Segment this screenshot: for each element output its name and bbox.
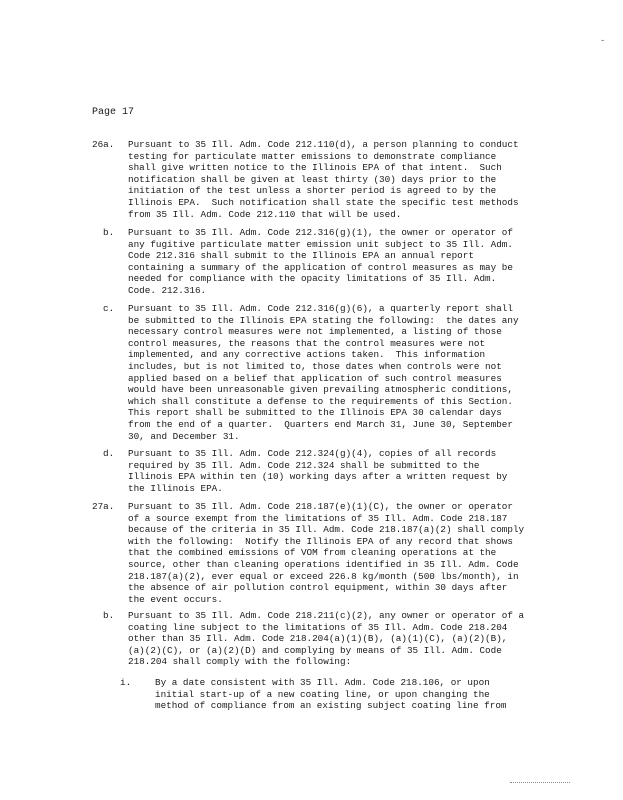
section-26a	[92, 139, 519, 220]
footer-rule	[510, 782, 570, 783]
section-label: b.	[103, 227, 115, 238]
subitem-i	[120, 677, 506, 712]
section-text: Pursuant to 35 Ill. Adm. Code 212.110(d), a person planning to conduct testing for particulate matter emissions to demonstrate compliance shall give written notice to the Illinois EPA of that intent. Such notification shall be given at least thirty (30) days prior to the initiation of the test unless a shorter period is agreed to by the Illinois EPA. Such notification shall state the specific test methods from 35 Ill. Adm. Code 212.110 that will be used.	[128, 139, 519, 220]
section-text: Pursuant to 35 Ill. Adm. Code 218.211(c)(2), any owner or operator of a coating line subject to the limitations of 35 Ill. Adm. Code 218.204 other than 35 Ill. Adm. Code 218.204(a)(1)(B), (a)(1)(C), (a)(2)(B), (a)(2)(C), or (a)(2)(D) and complying by means of 35 Ill. Adm. Code 218.204 shall comply with the following:	[128, 610, 525, 668]
section-text: Pursuant to 35 Ill. Adm. Code 218.187(e)(1)(C), the owner or operator of a source exempt from the limitations of 35 Ill. Adm. Code 218.187 because of the criteria in 35 Ill. Adm. Code 218.187(a)(2) shall comply with the following: Notify the Illinois EPA of any record that shows that the combined emissions of VOM from cleaning operations at the source, other than cleaning operations identified in 35 Ill. Adm. Code 218.187(a)(2), ever equal or exceed 226.8 kg/month (500 lbs/month), in the absence of air pollution control equipment, within 30 days after the event occurs.	[128, 501, 525, 605]
section-label: 26a.	[92, 139, 115, 150]
section-label: 27a.	[92, 501, 115, 512]
subitem-label: i.	[120, 677, 132, 688]
page-header: Page 17	[92, 107, 135, 118]
section-label: c.	[103, 303, 115, 314]
section-26c	[103, 303, 519, 442]
section-label: d.	[103, 448, 115, 459]
section-text: Pursuant to 35 Ill. Adm. Code 212.316(g)(1), the owner or operator of any fugitive particulate matter emission unit subject to 35 Ill. Adm. Code 212.316 shall submit to the Illinois EPA an annual report containing a summary of the application of control measures as may be needed for compliance with the opacity limitations of 35 Ill. Adm. Code. 212.316.	[128, 227, 513, 296]
section-27a	[92, 501, 524, 605]
section-26d	[103, 448, 507, 494]
subitem-text: By a date consistent with 35 Ill. Adm. Code 218.106, or upon initial start-up of a new coating line, or upon changing the method of compliance from an existing subject coating line from	[155, 677, 507, 712]
corner-mark: -	[600, 36, 606, 46]
section-27b	[103, 610, 524, 668]
section-text: Pursuant to 35 Ill. Adm. Code 212.324(g)(4), copies of all records required by 35 Ill. Adm. Code 212.324 shall be submitted to the Illinois EPA within ten (10) working days after a written request by the Illinois EPA.	[128, 448, 508, 494]
section-text: Pursuant to 35 Ill. Adm. Code 212.316(g)(6), a quarterly report shall be submitted to the Illinois EPA stating the following: the dates any necessary control measures were not implemented, a listing of those control measures, the reasons that the control measures were not implemented, and any corrective actions taken. This information includes, but is not limited to, those dates when controls were not applied based on a belief that application of such control measures would have been unreasonable given prevailing atmospheric conditions, which shall constitute a defense to the requirements of this Section. This report shall be submitted to the Illinois EPA 30 calendar days from the end of a quarter. Quarters end March 31, June 30, September 30, and December 31.	[128, 303, 519, 442]
section-label: b.	[103, 610, 115, 621]
section-26b	[103, 227, 513, 297]
